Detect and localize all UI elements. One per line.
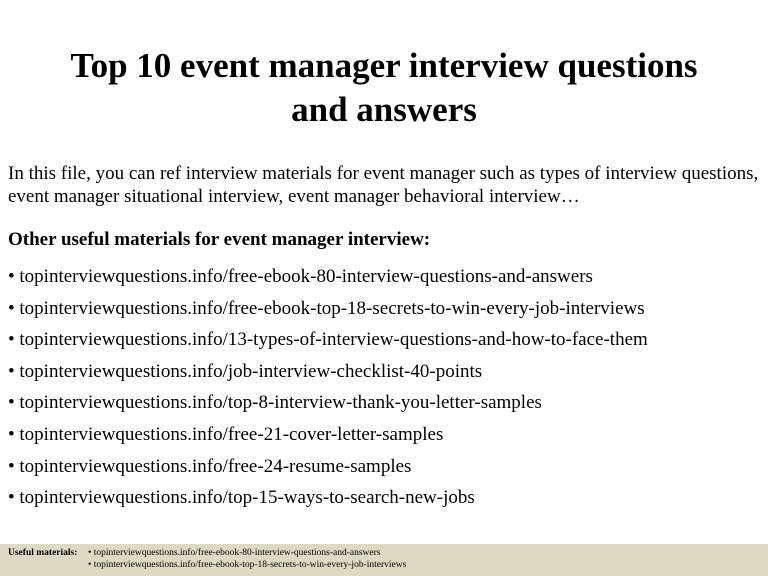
- footer-links: [88, 547, 406, 571]
- useful-link-item[interactable]: • topinterviewquestions.info/job-interview-checklist-40-points: [8, 360, 483, 382]
- footer-bar: [0, 544, 768, 576]
- useful-links-list: [8, 264, 648, 517]
- footer-link-item[interactable]: • topinterviewquestions.info/free-ebook-top-18-secrets-to-win-every-job-interviews: [88, 560, 407, 570]
- useful-link-item[interactable]: • topinterviewquestions.info/free-ebook-top-18-secrets-to-win-every-job-interviews: [8, 297, 645, 319]
- useful-link-item[interactable]: • topinterviewquestions.info/free-21-cover-letter-samples: [8, 423, 444, 445]
- slide-title-line-2: and answers: [291, 90, 477, 129]
- footer-label-separator: :: [74, 548, 78, 558]
- useful-link-item[interactable]: • topinterviewquestions.info/top-15-ways-to-search-new-jobs: [8, 487, 475, 509]
- footer-label-text: Useful materials: [8, 548, 75, 558]
- intro-paragraph: In this file, you can ref interview materials for event manager such as types of interview questions, event manager situational interview, event manager behavioral interview…: [8, 163, 759, 207]
- useful-link-item[interactable]: • topinterviewquestions.info/free-24-resume-samples: [8, 455, 412, 477]
- slide-title-line-1: Top 10 event manager interview questions: [70, 46, 698, 85]
- useful-link-item[interactable]: • topinterviewquestions.info/top-8-interview-thank-you-letter-samples: [8, 392, 542, 414]
- useful-materials-heading: Other useful materials for event manager interview:: [8, 229, 431, 250]
- useful-link-item[interactable]: • topinterviewquestions.info/free-ebook-80-interview-questions-and-answers: [8, 266, 593, 287]
- footer-link-item[interactable]: • topinterviewquestions.info/free-ebook-80-interview-questions-and-answers: [88, 548, 381, 558]
- footer-label: [8, 547, 77, 559]
- slide-title: [0, 44, 768, 132]
- useful-link-item[interactable]: • topinterviewquestions.info/13-types-of-interview-questions-and-how-to-face-them: [8, 329, 648, 351]
